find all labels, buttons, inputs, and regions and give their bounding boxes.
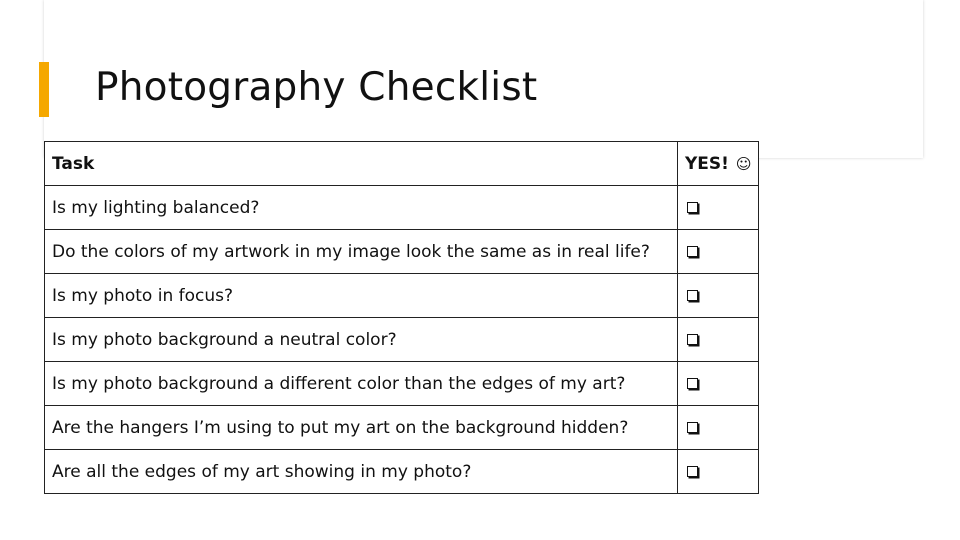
task-cell <box>45 230 678 274</box>
task-text: Is my lighting balanced? <box>52 197 260 218</box>
header-task-label: Task <box>52 153 95 174</box>
table-row <box>45 186 759 230</box>
task-text: Is my photo background a different color than the edges of my art? <box>52 373 626 394</box>
table-header-row <box>45 142 759 186</box>
checkbox-icon[interactable] <box>687 378 698 389</box>
task-text: Is my photo in focus? <box>52 285 234 306</box>
yes-cell <box>678 406 759 450</box>
yes-cell <box>678 362 759 406</box>
checkbox-icon[interactable] <box>687 334 698 345</box>
task-text: Is my photo background a neutral color? <box>52 329 397 350</box>
task-cell <box>45 186 678 230</box>
table-row <box>45 406 759 450</box>
yes-cell <box>678 450 759 494</box>
header-yes <box>678 142 759 186</box>
task-cell <box>45 362 678 406</box>
task-text: Do the colors of my artwork in my image look the same as in real life? <box>52 241 650 262</box>
task-text: Are the hangers I’m using to put my art on the background hidden? <box>52 417 629 438</box>
table-row <box>45 318 759 362</box>
checkbox-icon[interactable] <box>687 246 698 257</box>
task-cell <box>45 274 678 318</box>
checkbox-icon[interactable] <box>687 202 698 213</box>
yes-cell <box>678 318 759 362</box>
yes-cell <box>678 230 759 274</box>
checkbox-icon[interactable] <box>687 422 698 433</box>
task-text: Are all the edges of my art showing in my photo? <box>52 461 472 482</box>
table-row <box>45 230 759 274</box>
checklist-table <box>44 141 759 494</box>
table-row <box>45 362 759 406</box>
task-cell <box>45 406 678 450</box>
header-yes-label: YES! <box>685 153 729 174</box>
title-accent-bar <box>39 62 49 117</box>
checkbox-icon[interactable] <box>687 290 698 301</box>
table-row <box>45 274 759 318</box>
task-cell <box>45 450 678 494</box>
page-title: Photography Checklist <box>95 65 538 110</box>
smiley-face-icon: ☺ <box>735 154 752 173</box>
checkbox-icon[interactable] <box>687 466 698 477</box>
yes-cell <box>678 186 759 230</box>
table-row <box>45 450 759 494</box>
task-cell <box>45 318 678 362</box>
yes-cell <box>678 274 759 318</box>
header-task <box>45 142 678 186</box>
